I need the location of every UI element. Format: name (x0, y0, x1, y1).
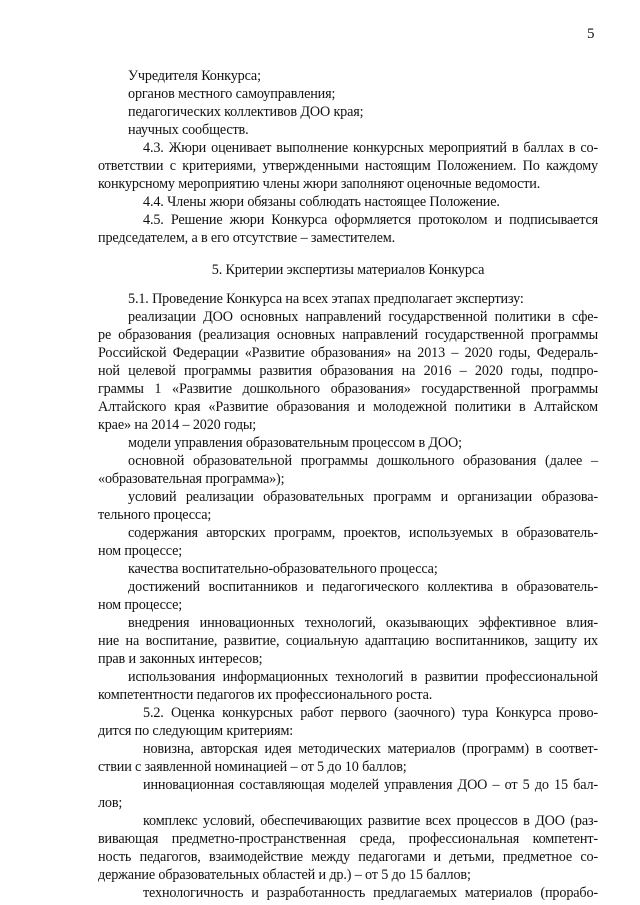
text-line: условий реализации образовательных программ и организации образова- (128, 489, 598, 505)
text-line: новизна, авторская идея методических материалов (программ) в соответ- (143, 741, 598, 757)
text-line: лов; (98, 795, 123, 811)
text-line: инновационная составляющая моделей управления ДОО – от 5 до 15 бал- (143, 777, 598, 793)
text-line: реализации ДОО основных направлений государственной политики в сфе- (128, 309, 598, 325)
text-line: достижений воспитанников и педагогического коллектива в образователь- (128, 579, 598, 595)
text-line: основной образовательной программы дошкольного образования (далее – (128, 453, 598, 469)
text-line: конкурсному мероприятию члены жюри заполняют оценочные ведомости. (98, 176, 541, 192)
text-line: Алтайского края «Развитие образования и молодежной политики в Алтайском (98, 399, 598, 415)
text-line: крае» на 2014 – 2020 годы; (98, 417, 257, 433)
text-line: ной целевой программы развития образования на 2016 – 2020 годы, подпро- (98, 363, 598, 379)
text-line: дится по следующим критериям: (98, 723, 294, 739)
text-line: ном процессе; (98, 543, 183, 559)
text-line: ре образования (реализация основных направлений государственной программы (98, 327, 598, 343)
text-line: Учредителя Конкурса; (128, 68, 261, 84)
text-line: председателем, а в его отсутствие – заместителем. (98, 230, 395, 246)
text-line: прав и законных интересов; (98, 651, 263, 667)
text-line: использования информационных технологий в развитии профессиональной (128, 669, 598, 685)
text-line: ствии с заявленной номинацией – от 5 до 10 баллов; (98, 759, 407, 775)
text-line: 4.4. Члены жюри обязаны соблюдать настоящее Положение. (143, 194, 500, 210)
text-line: ние на воспитание, развитие, социальную адаптацию воспитанников, защиту их (98, 633, 598, 649)
text-line: ном процессе; (98, 597, 183, 613)
text-line: 4.5. Решение жюри Конкурса оформляется протоколом и подписывается (143, 212, 598, 228)
text-line: содержания авторских программ, проектов, используемых в образователь- (128, 525, 598, 541)
text-line: педагогических коллективов ДОО края; (128, 104, 364, 120)
text-line: 5.1. Проведение Конкурса на всех этапах предполагает экспертизу: (128, 291, 524, 307)
text-line: «образовательная программа»); (98, 471, 285, 487)
text-line: комплекс условий, обеспечивающих развитие всех процессов в ДОО (раз- (143, 813, 598, 829)
text-line: органов местного самоуправления; (128, 86, 336, 102)
text-line: тельного процесса; (98, 507, 212, 523)
text-line: Российской Федерации «Развитие образования» на 2013 – 2020 годы, Федераль- (98, 345, 598, 361)
text-line: 4.3. Жюри оценивает выполнение конкурсных мероприятий в баллах в со- (143, 140, 598, 156)
text-line: граммы 1 «Развитие дошкольного образования» государственной программы (98, 381, 598, 397)
text-line: ность педагогов, взаимодействие между педагогами и детьми, предметное со- (98, 849, 598, 865)
text-line: внедрения инновационных технологий, оказывающих эффективное влия- (128, 615, 598, 631)
text-line: технологичность и разработанность предлагаемых материалов (прорабо- (143, 885, 598, 901)
page-number: 5 (587, 26, 595, 42)
text-line: научных сообществ. (128, 122, 249, 138)
text-line: компетентности педагогов их профессионального роста. (98, 687, 433, 703)
text-line: держание образовательных областей и др.) – от 5 до 15 баллов; (98, 867, 471, 883)
section-heading: 5. Критерии экспертизы материалов Конкурса (211, 262, 485, 278)
text-line: ответствии с критериями, утвержденными настоящим Положением. По каждому (98, 158, 598, 174)
text-line: качества воспитательно-образовательного процесса; (128, 561, 438, 577)
text-line: 5.2. Оценка конкурсных работ первого (заочного) тура Конкурса прово- (143, 705, 598, 721)
text-line: вивающая предметно-пространственная среда, профессиональная компетент- (98, 831, 598, 847)
text-line: модели управления образовательным процессом в ДОО; (128, 435, 462, 451)
